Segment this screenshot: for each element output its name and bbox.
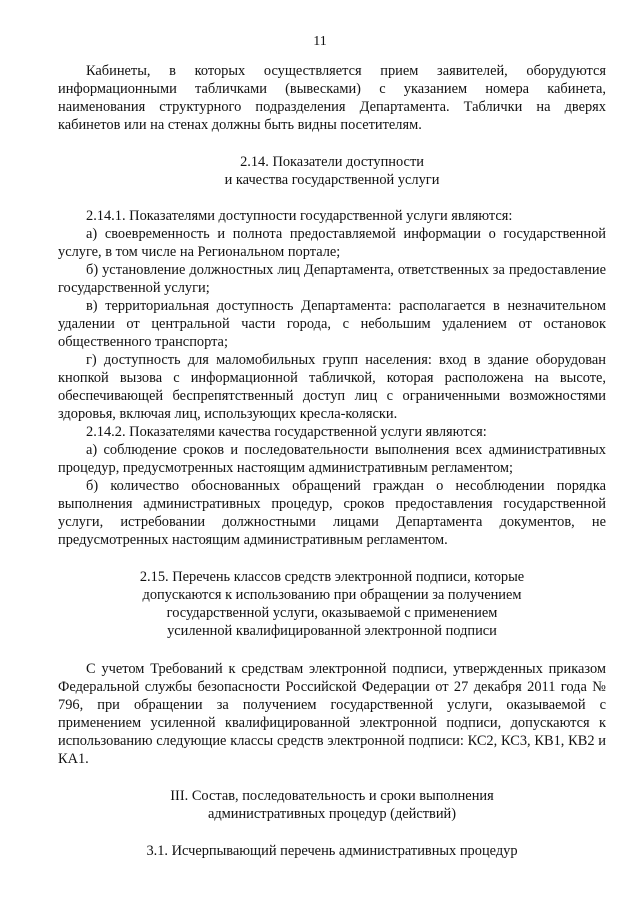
list-item-g-access: г) доступность для маломобильных групп населения: вход в здание оборудован кнопкой вызова с информационной табличкой, которая расположена на высоте, обеспечивающей беспрепятственный доступ лиц с ограниченными возможностями здоровья, включая лиц, использующих кресла-коляски.	[58, 352, 606, 422]
list-item-a-access: а) своевременность и полнота предоставляемой информации о государственной услуге, в том числе на Региональном портале;	[58, 226, 606, 260]
list-item-a-quality: а) соблюдение сроков и последовательности выполнения всех административных процедур, предусмотренных настоящим административным регламентом;	[58, 442, 606, 476]
section-3-heading	[58, 787, 606, 823]
section-3-1-heading	[58, 842, 606, 860]
heading-line: 2.14. Показатели доступности	[240, 154, 424, 170]
heading-line: государственной услуги, оказываемой с применением	[166, 605, 498, 621]
heading-line: 2.15. Перечень классов средств электронной подписи, которые	[139, 569, 525, 585]
paragraph-2-14-2: 2.14.2. Показателями качества государственной услуги являются:	[86, 424, 487, 440]
section-2-15-heading	[58, 568, 606, 640]
heading-line: III. Состав, последовательность и сроки выполнения	[170, 788, 494, 804]
intro-paragraph: Кабинеты, в которых осуществляется прием заявителей, оборудуются информационными табличками (вывесками) с указанием номера кабинета, наименования структурного подразделения Департамента. Таблички на дверях кабинетов или на стенах должны быть видны посетителям.	[58, 63, 606, 133]
heading-line: 3.1. Исчерпывающий перечень административных процедур	[146, 843, 518, 859]
list-item-b-quality: б) количество обоснованных обращений граждан о несоблюдении порядка выполнения административных процедур, сроков предоставления государственной услуги, истребовании должностными лицами Департамента документов, не предусмотренных настоящим административным регламентом.	[58, 478, 606, 548]
heading-line: административных процедур (действий)	[207, 806, 457, 822]
paragraph-2-14-1: 2.14.1. Показателями доступности государственной услуги являются:	[86, 208, 513, 224]
list-item-b-access: б) установление должностных лиц Департамента, ответственных за предоставление государственной услуги;	[58, 262, 606, 296]
heading-line: и качества государственной услуги	[224, 172, 440, 188]
section-2-14-heading	[58, 153, 606, 189]
heading-line: усиленной квалифицированной электронной подписи	[167, 623, 497, 639]
page-number: 11	[313, 34, 327, 49]
heading-line: допускаются к использованию при обращении за получением	[142, 587, 522, 603]
list-item-v-access: в) территориальная доступность Департамента: располагается в незначительном удалении от центральной части города, с небольшим удалением от остановок общественного транспорта;	[58, 298, 606, 350]
paragraph-signature-classes: С учетом Требований к средствам электронной подписи, утвержденных приказом Федеральной службы безопасности Российской Федерации от 27 декабря 2011 года № 796, при обращении за получением государственной услуги, оказываемой с применением усиленной квалифицированной электронной подписи, допускаются к использованию следующие классы средств электронной подписи: КС2, КС3, КВ1, КВ2 и КА1.	[58, 661, 606, 767]
document-body	[58, 62, 606, 860]
